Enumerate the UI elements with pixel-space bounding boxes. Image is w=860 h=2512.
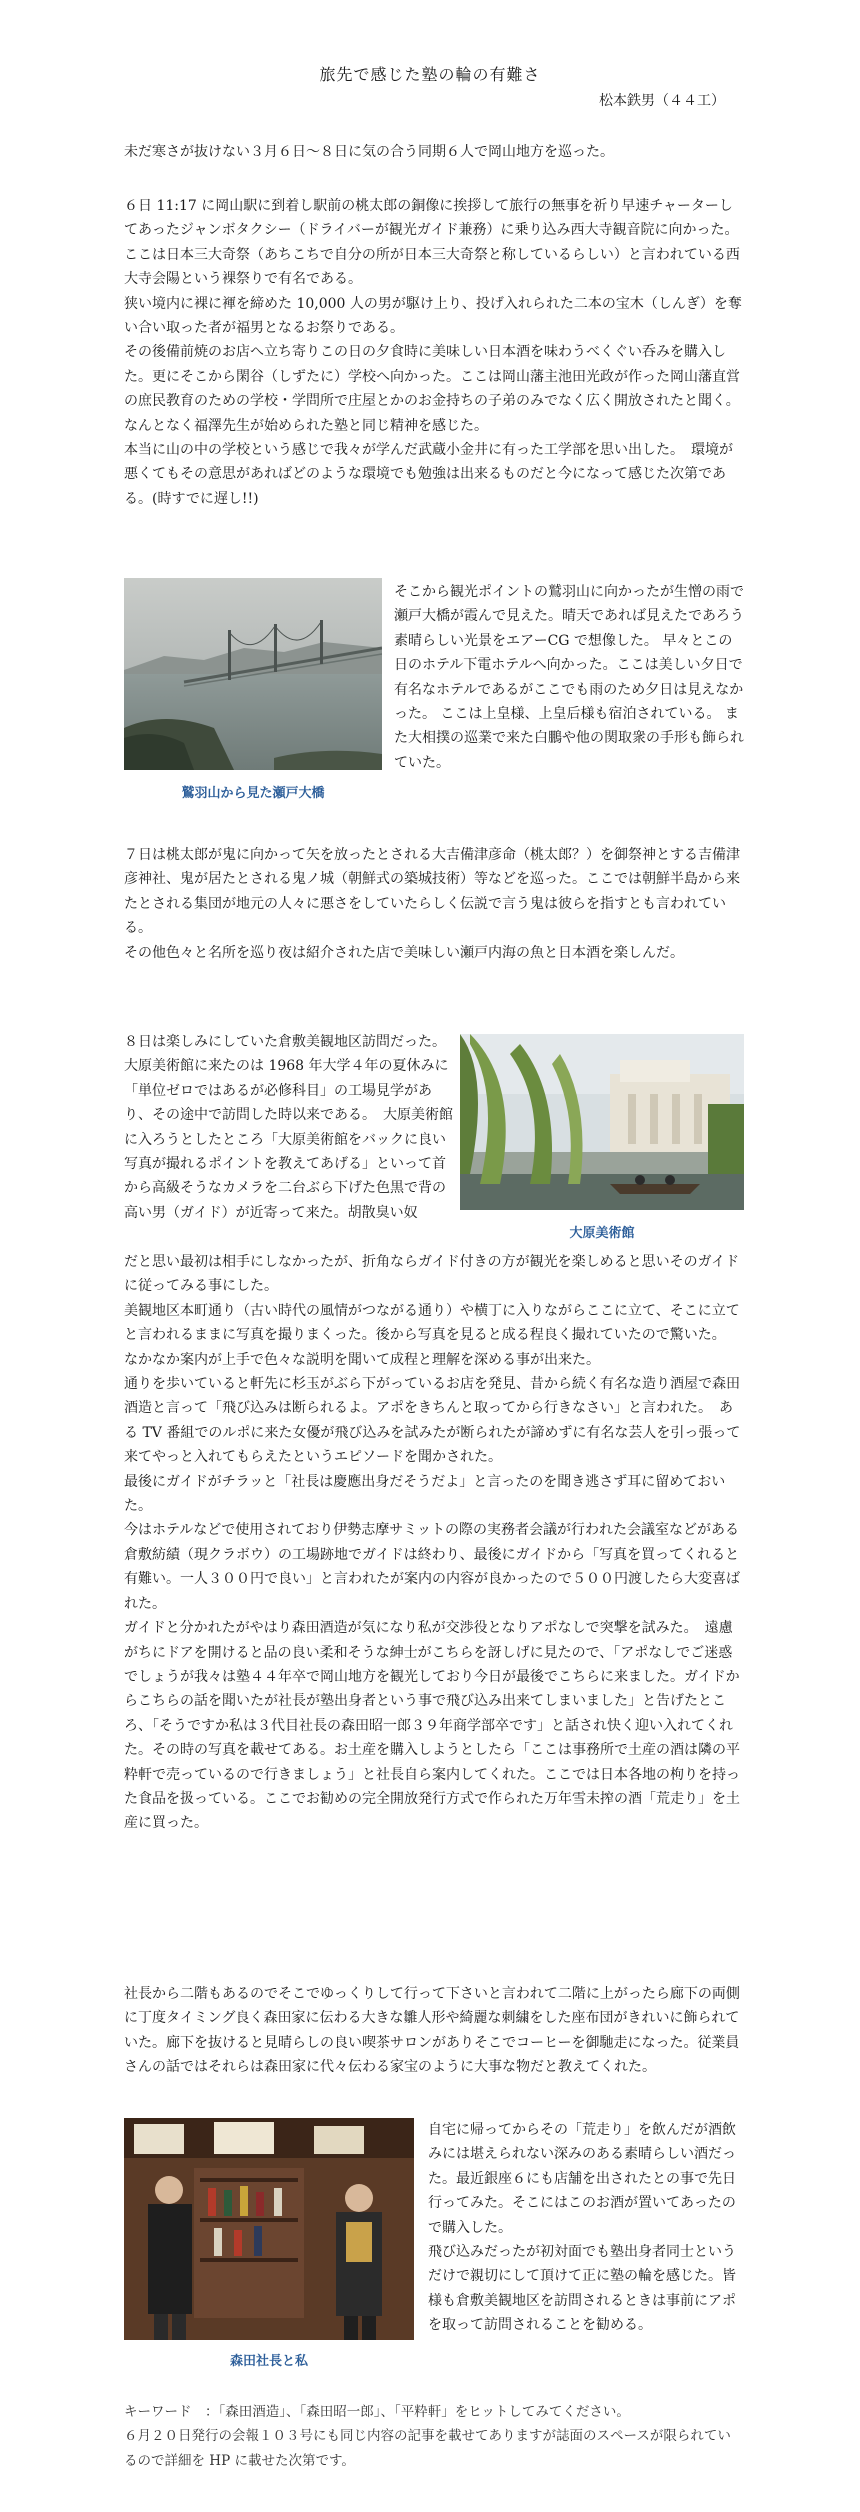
ohara-museum-photo [460, 1034, 744, 1210]
paragraph: 社長から二階もあるのでそこでゆっくりして行って下さいと言われて二階に上がったら廊下の両側に丁度タイミング良く森田家に伝わる大きな雛人形や綺麗な刺繍をした座布団がきれいに飾られていた。廊下を抜けると見晴らしの良い喫茶サロンがありそこでコーヒーを御馳走になった。従業員さんの話ではそれらは森田家に代々伝わる家宝のように大事な物だと教えてくれた。 [124, 1986, 740, 2076]
photo-caption: 大原美術館 [569, 1226, 635, 1241]
paragraph: 美観地区本町通り（古い時代の風情がつながる通り）や横丁に入りながらここに立て、そこに立てと言われるままに写真を撮りまくった。後から写真を見ると成る程良く撮れていたので驚いた。 [124, 1302, 740, 1344]
section-day8-body [124, 1250, 744, 1836]
paragraph: その後備前焼のお店へ立ち寄りこの日の夕食時に美味しい日本酒を味わうべくぐい呑みを購入した。更にそこから閑谷（しずたに）学校へ向かった。ここは岡山藩主池田光政が作った岡山藩直営の庶民教育のための学校・学問所で庄屋とかのお金持ちの子弟のみでなく広く開放されたと聞く。なんとなく福澤先生が始められた塾と同じ精神を感じた。 [124, 344, 740, 434]
section-conclusion [428, 2118, 744, 2338]
paragraph: 今はホテルなどで使用されており伊勢志摩サミットの際の実務者会議が行われた会議室などがある倉敷紡績（現クラボウ）の工場跡地でガイドは終わり、最後にガイドから「写真を買ってくれると有難い。一人３００円で良い」と言われたが案内の内容が良かったので５００円渡したら大変喜ばれた。 [124, 1522, 740, 1612]
paragraph: 本当に山の中の学校という感じで我々が学んだ武蔵小金井に有った工学部を思い出した。 環境が悪くてもその意思があればどのような環境でも勉強は出来るものだと今になって感じた次第である。(時すでに遅し!!) [124, 442, 733, 507]
paragraph: ７日は桃太郎が鬼に向かって矢を放ったとされる大吉備津彦命（桃太郎？）を御祭神とする吉備津彦神社、鬼が居たとされる鬼ノ城（朝鮮式の築城技術）等などを巡った。ここでは朝鮮半島から来たとされる集団が地元の人々に悪さをしていたらしく伝説で言う鬼は彼らを指すとも言われている。 [124, 847, 740, 937]
footer [124, 2400, 744, 2473]
paragraph: そこから観光ポイントの鷲羽山に向かったが生憎の雨で瀬戸大橋が霞んで見えた。晴天であれば見えたであろう素晴らしい光景をエアーCG で想像した。 早々とこの日のホテル下電ホテルへ向かった。ここは美しい夕日で有名なホテルであるがここでも雨のため夕日は見えなかった。 ここは上皇様、上皇后様も宿泊されている。 また大相撲の巡業で来た白鵬や他の関取衆の手形も飾られていた。 [394, 584, 744, 771]
paragraph: 通りを歩いていると軒先に杉玉がぶら下がっているお店を発見、昔から続く有名な造り酒屋で森田酒造と言って「飛び込みは断られるよ。アポをきちんと取ってから行きなさい」と言われた。 ある TV 番組でのルポに来た女優が飛び込みを試みたが断られたが諦めずに有名な芸人を引っ張って来てやっと入れてもらえたというエピソードを聞かされた。 [124, 1376, 741, 1466]
section-day8-intro [124, 1030, 454, 1225]
section-second-floor [124, 1982, 744, 2080]
article-title: 旅先で感じた塾の輪の有難さ [319, 65, 541, 84]
paragraph: ８日は楽しみにしていた倉敷美観地区訪問だった。 大原美術館に来たのは 1968 年大学４年の夏休みに「単位ゼロではあるが必修科目」の工場見学があり、その途中で訪問した時以来である。 大原美術館に入ろうとしたところ「大原美術館をバックに良い写真が撮れるポイントを教えてあげる」といって首から高級そうなカメラを二台ぶら下げた色黒で背の高い男（ガイド）が近寄って来た。胡散臭い奴 [124, 1034, 453, 1221]
section-day6 [124, 194, 744, 511]
photo-caption: 鷲羽山から見た瀬戸大橋 [181, 786, 325, 801]
paragraph: 自宅に帰ってからその「荒走り」を飲んだが酒飲みには堪えられない深みのある素晴らしい酒だった。最近銀座６にも店舗を出されたとの事で先日行ってみた。そこにはこのお酒が置いてあったので購入した。 [428, 2122, 736, 2236]
footer-note: ６月２０日発行の会報１０３号にも同じ内容の記事を載せてありますが誌面のスペースが限られているので詳細を HP に載せた次第です。 [124, 2428, 731, 2469]
intro-text: 未だ寒さが抜けない３月６日～８日に気の合う同期６人で岡山地方を巡った。 [124, 144, 614, 160]
author-name: 松本鉄男（４４工） [599, 93, 725, 109]
paragraph: その他色々と名所を巡り夜は紹介された店で美味しい瀬戸内海の魚と日本酒を楽しんだ。 [124, 944, 684, 961]
intro-paragraph [124, 140, 744, 164]
section-day7 [124, 843, 744, 965]
seto-ohashi-photo [124, 578, 382, 770]
paragraph: だと思い最初は相手にしなかったが、折角ならガイド付きの方が観光を楽しめると思いそのガイドに従ってみる事にした。 [124, 1254, 740, 1295]
paragraph: ６日 11:17 に岡山駅に到着し駅前の桃太郎の銅像に挨拶して旅行の無事を祈り早速チャーターしてあったジャンボタクシー（ドライバーが観光ガイド兼務）に乗り込み西大寺観音院に向かった。ここは日本三大奇祭（あちこちで自分の所が日本三大奇祭と称しているらしい）と言われている西大寺会陽という裸祭りで有名である。 [124, 198, 740, 288]
section-washuzan [394, 580, 744, 775]
paragraph: 最後にガイドがチラッと「社長は慶應出身だそうだよ」と言ったのを聞き逃さず耳に留めておいた。 [124, 1473, 726, 1515]
photo-caption: 森田社長と私 [229, 2354, 308, 2369]
morita-president-photo [124, 2118, 414, 2340]
paragraph: ガイドと分かれたがやはり森田酒造が気になり私が交渉役となりアポなしで突撃を試みた。 遠慮がちにドアを開けると品の良い柔和そうな紳士がこちらを訝しげに見たので、「アポなしでご迷惑でしょうが我々は塾４４年卒で岡山地方を観光しており今日が最後でこちらに来ました。ガイドからこちらの話を聞いたが社長が塾出身者という事で飛び込み出来てしまいました」と告げたところ、「そうですか私は３代目社長の森田昭一郎３９年商学部卒です」と話され快く迎い入れてくれた。その時の写真を載せてある。お土産を購入しようとしたら「ここは事務所で土産の酒は隣の平粋軒で売っているので行きましょう」と社長自ら案内してくれた。ここでは日本各地の枸りを持った食品を扱っている。ここでお勧めの完全開放発行方式で作られた万年雪未搾の酒「荒走り」を土産に買った。 [124, 1620, 740, 1832]
paragraph: 飛び込みだったが初対面でも塾出身者同士というだけで親切にして頂けて正に塾の輪を感じた。皆様も倉敷美観地区を訪問されるときは事前にアポを取って訪問されることを勧める。 [428, 2244, 736, 2334]
keywords-line: キーワード ：「森田酒造」、「森田昭一郎」、「平粋軒」をヒットしてみてください。 [124, 2404, 630, 2420]
paragraph: 狭い境内に裸に褌を締めた 10,000 人の男が駆け上り、投げ入れられた二本の宝木（しんぎ）を奪い合い取った者が福男となるお祭りである。 [124, 295, 742, 337]
paragraph: なかなか案内が上手で色々な説明を聞いて成程と理解を深める事が出来た。 [124, 1351, 600, 1368]
